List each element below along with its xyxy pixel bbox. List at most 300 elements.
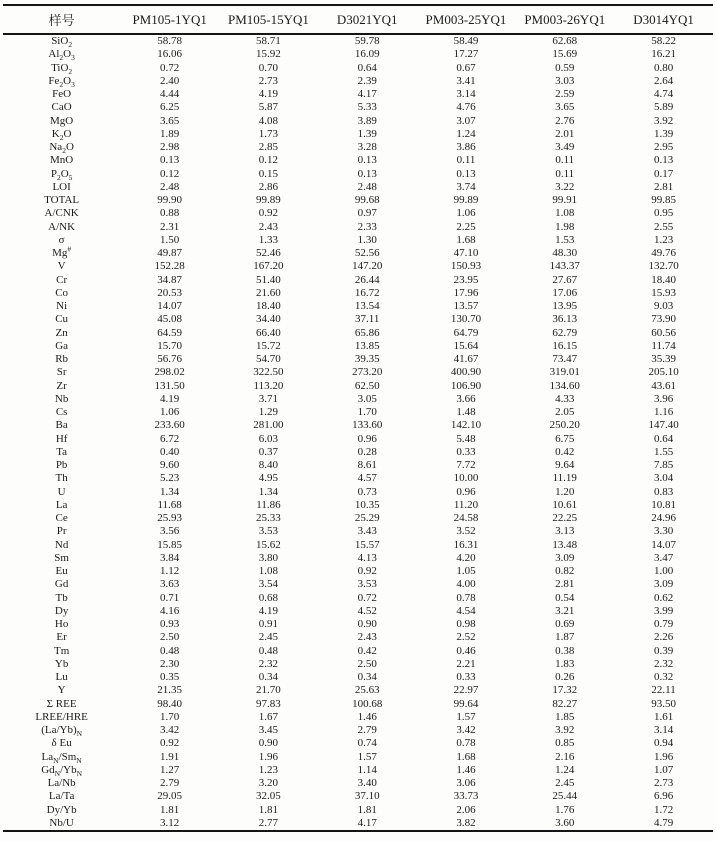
cell-value: 45.08 xyxy=(157,313,183,326)
cell-value: 52.56 xyxy=(354,247,380,259)
cell-value: 82.27 xyxy=(552,697,578,710)
cell-value: 1.98 xyxy=(555,220,575,233)
cell-value: 1.76 xyxy=(555,803,575,816)
cell-value: 73.47 xyxy=(552,353,578,365)
cell-value: 34.40 xyxy=(256,313,281,326)
cell-value: 2.43 xyxy=(258,220,279,233)
cell-value: 29.05 xyxy=(157,790,183,803)
cell-value: 3.47 xyxy=(653,551,674,564)
cell-value: 1.30 xyxy=(357,233,377,246)
cell-value: 25.63 xyxy=(354,684,380,697)
cell-value: 11.74 xyxy=(651,339,676,352)
cell-value: 143.37 xyxy=(549,260,580,273)
cell-value: 131.50 xyxy=(154,379,185,392)
column-header-sample: 样号 xyxy=(3,5,120,34)
cell-value: 1.39 xyxy=(357,127,377,140)
cell-value: 0.96 xyxy=(456,485,476,498)
cell-value: 6.75 xyxy=(555,432,575,445)
cell-value: 0.64 xyxy=(653,432,674,445)
cell-value: 64.59 xyxy=(157,326,183,339)
cell-value: 0.12 xyxy=(160,167,180,180)
cell-value: 2.33 xyxy=(357,220,377,233)
cell-value: 4.13 xyxy=(357,551,377,564)
table-row xyxy=(3,327,713,340)
row-label: Tb xyxy=(55,591,68,604)
cell-value: 99.91 xyxy=(552,194,578,206)
cell-value: 1.14 xyxy=(357,763,377,776)
cell-value: 2.81 xyxy=(653,180,674,193)
cell-value: 0.64 xyxy=(357,61,377,74)
cell-value: 2.52 xyxy=(456,631,476,644)
cell-value: 0.67 xyxy=(456,61,476,74)
table-row xyxy=(3,486,713,499)
cell-value: 1.23 xyxy=(258,763,279,776)
cell-value: 147.20 xyxy=(352,260,383,273)
cell-value: 1.46 xyxy=(456,763,476,776)
cell-value: 132.70 xyxy=(648,260,679,273)
cell-value: 1.72 xyxy=(653,803,674,816)
table-row xyxy=(3,62,713,75)
cell-value: 3.56 xyxy=(160,525,180,538)
table-row xyxy=(3,48,713,61)
table-row xyxy=(3,737,713,750)
cell-value: 4.17 xyxy=(357,88,377,100)
cell-value: 0.80 xyxy=(653,61,674,74)
cell-value: 0.13 xyxy=(357,167,377,180)
row-label: La xyxy=(55,498,68,511)
cell-value: 0.82 xyxy=(555,565,575,577)
cell-value: 3.92 xyxy=(555,724,575,736)
cell-value: 3.54 xyxy=(258,578,279,591)
column-header-3: D3021YQ1 xyxy=(318,5,417,34)
cell-value: 2.45 xyxy=(258,631,279,644)
cell-value: 2.16 xyxy=(555,750,575,763)
cell-value: 10.81 xyxy=(651,498,676,511)
cell-value: 2.81 xyxy=(555,578,575,591)
cell-value: 3.53 xyxy=(357,578,377,591)
row-label: Rb xyxy=(55,353,69,365)
cell-value: 7.72 xyxy=(456,459,476,471)
cell-value: 2.06 xyxy=(456,803,476,816)
cell-value: 147.40 xyxy=(648,419,679,432)
cell-value: 3.63 xyxy=(160,578,180,591)
cell-value: 1.34 xyxy=(258,485,279,498)
cell-value: 2.64 xyxy=(653,74,674,87)
cell-value: 62.79 xyxy=(552,326,578,339)
cell-value: 23.95 xyxy=(453,273,479,286)
cell-value: 1.07 xyxy=(653,763,674,776)
cell-value: 2.55 xyxy=(653,220,674,233)
cell-value: 1.57 xyxy=(357,750,377,763)
cell-value: 2.25 xyxy=(456,220,476,233)
cell-value: 1.81 xyxy=(357,803,377,816)
cell-value: 21.60 xyxy=(256,286,281,299)
cell-value: 33.73 xyxy=(453,790,479,803)
cell-value: 1.53 xyxy=(555,233,575,246)
row-label: $Na_2O$ xyxy=(49,141,74,156)
cell-value: 4.19 xyxy=(160,392,180,405)
cell-value: 0.91 xyxy=(258,618,279,630)
cell-value: 8.61 xyxy=(357,459,377,471)
row-label: Tm xyxy=(53,644,70,657)
cell-value: 9.60 xyxy=(160,459,180,471)
cell-value: 3.74 xyxy=(456,180,476,193)
table-row xyxy=(3,724,713,737)
cell-value: 0.70 xyxy=(258,61,279,74)
cell-value: 3.28 xyxy=(357,141,377,153)
table-row xyxy=(3,472,713,485)
row-label: Gd xyxy=(54,578,69,591)
cell-value: 0.15 xyxy=(258,167,279,180)
cell-value: 1.08 xyxy=(258,565,279,577)
cell-value: 3.89 xyxy=(357,114,377,127)
cell-value: 167.20 xyxy=(253,260,284,273)
cell-value: 205.10 xyxy=(648,366,679,379)
table-row xyxy=(3,645,713,658)
table-row xyxy=(3,433,713,446)
cell-value: 49.87 xyxy=(157,247,183,259)
table-row xyxy=(3,194,713,207)
cell-value: 3.43 xyxy=(357,525,377,538)
cell-value: 2.95 xyxy=(653,141,674,153)
cell-value: 3.30 xyxy=(653,525,674,538)
cell-value: 99.89 xyxy=(453,194,479,206)
table-row xyxy=(3,154,713,167)
row-label: Pr xyxy=(56,525,67,538)
row-label: TiO$_2$ xyxy=(51,61,73,76)
cell-value: 65.86 xyxy=(354,326,380,339)
cell-value: 15.57 xyxy=(354,538,380,551)
row-label: Mg# xyxy=(52,244,72,259)
cell-value: 0.90 xyxy=(258,737,279,750)
cell-value: 15.72 xyxy=(256,339,281,352)
table-row xyxy=(3,605,713,618)
cell-value: 41.67 xyxy=(453,353,479,365)
table-row xyxy=(3,88,713,101)
cell-value: 4.16 xyxy=(160,604,180,617)
cell-value: 1.87 xyxy=(555,631,575,644)
cell-value: 99.64 xyxy=(453,697,479,710)
cell-value: 2.85 xyxy=(258,141,279,153)
cell-value: 2.43 xyxy=(357,631,377,644)
cell-value: 0.11 xyxy=(456,154,476,167)
row-label: Nb/U xyxy=(49,816,74,829)
cell-value: 1.68 xyxy=(456,233,476,246)
cell-value: 5.23 xyxy=(160,472,180,485)
row-label: $K_2O$ xyxy=(51,127,72,142)
cell-value: 2.79 xyxy=(357,724,377,736)
cell-value: 2.32 xyxy=(258,657,279,670)
cell-value: 4.54 xyxy=(456,604,476,617)
cell-value: 27.67 xyxy=(552,273,578,286)
cell-value: 273.20 xyxy=(352,366,383,379)
row-label: Lu xyxy=(55,671,68,683)
cell-value: 233.60 xyxy=(154,419,185,432)
cell-value: 1.91 xyxy=(160,750,180,763)
cell-value: 1.89 xyxy=(160,127,180,140)
cell-value: 62.68 xyxy=(552,35,578,47)
row-label: $(La/Yb)_N$ xyxy=(41,724,83,739)
cell-value: 3.14 xyxy=(456,88,476,100)
row-label: FeO xyxy=(52,88,72,100)
cell-value: 13.85 xyxy=(354,339,380,352)
cell-value: 4.79 xyxy=(653,816,674,829)
cell-value: 3.60 xyxy=(555,816,575,829)
cell-value: 0.48 xyxy=(160,644,180,657)
row-label: $Gd_N/Yb_N$ xyxy=(41,763,83,778)
cell-value: 2.79 xyxy=(160,777,180,789)
cell-value: 1.27 xyxy=(160,763,180,776)
geochem-table xyxy=(3,4,713,832)
row-label: δ Eu xyxy=(51,737,72,750)
cell-value: 1.34 xyxy=(160,485,180,498)
cell-value: 32.05 xyxy=(256,790,281,803)
cell-value: 15.85 xyxy=(157,538,183,551)
cell-value: 22.11 xyxy=(651,684,676,697)
cell-value: 9.03 xyxy=(653,300,674,312)
cell-value: 3.22 xyxy=(555,180,575,193)
cell-value: 3.80 xyxy=(258,551,279,564)
cell-value: 0.33 xyxy=(456,445,476,458)
table-row xyxy=(3,128,713,141)
cell-value: 0.34 xyxy=(357,671,377,683)
cell-value: 0.90 xyxy=(357,618,377,630)
cell-value: 0.33 xyxy=(456,671,476,683)
row-label: Dy/Yb xyxy=(46,803,77,816)
table-row xyxy=(3,287,713,300)
cell-value: 0.34 xyxy=(258,671,279,683)
cell-value: 73.90 xyxy=(651,313,676,326)
cell-value: 6.25 xyxy=(160,101,180,114)
row-label: Zr xyxy=(56,379,67,392)
row-label: U xyxy=(57,485,66,498)
table-row xyxy=(3,446,713,459)
table-row xyxy=(3,274,713,287)
cell-value: 2.45 xyxy=(555,777,575,789)
cell-value: 0.32 xyxy=(653,671,674,683)
table-row xyxy=(3,578,713,591)
cell-value: 14.07 xyxy=(651,538,676,551)
cell-value: 0.97 xyxy=(357,207,377,220)
cell-value: 6.72 xyxy=(160,432,180,445)
row-label: Nd xyxy=(54,538,69,551)
cell-value: 1.57 xyxy=(456,710,476,723)
cell-value: 0.72 xyxy=(357,591,377,604)
cell-value: 0.13 xyxy=(160,154,180,167)
cell-value: 4.19 xyxy=(258,88,279,100)
cell-value: 52.46 xyxy=(256,247,281,259)
cell-value: 0.98 xyxy=(456,618,476,630)
cell-value: 3.14 xyxy=(653,724,674,736)
cell-value: 298.02 xyxy=(154,366,185,379)
cell-value: 322.50 xyxy=(253,366,284,379)
cell-value: 4.74 xyxy=(653,88,674,100)
row-label: La/Ta xyxy=(48,790,75,803)
cell-value: 0.79 xyxy=(653,618,674,630)
cell-value: 4.08 xyxy=(258,114,279,127)
table-row xyxy=(3,141,713,154)
row-label: Yb xyxy=(54,657,69,670)
row-label: Ta xyxy=(56,445,68,458)
cell-value: 1.67 xyxy=(258,710,279,723)
cell-value: 113.20 xyxy=(253,379,284,392)
cell-value: 64.79 xyxy=(453,326,479,339)
table-row xyxy=(3,817,713,831)
cell-value: 1.55 xyxy=(653,445,674,458)
cell-value: 49.76 xyxy=(651,247,676,259)
row-label: Ga xyxy=(55,339,69,352)
table-row xyxy=(3,393,713,406)
cell-value: 1.16 xyxy=(653,406,674,418)
cell-value: 0.11 xyxy=(555,167,575,180)
column-header-4: PM003-25YQ1 xyxy=(417,5,516,34)
table-row xyxy=(3,247,713,260)
cell-value: 3.05 xyxy=(357,392,377,405)
cell-value: 3.52 xyxy=(456,525,476,538)
row-label: Σ REE xyxy=(46,697,77,710)
row-label: TOTAL xyxy=(44,194,80,206)
row-label: Th xyxy=(55,472,68,485)
cell-value: 319.01 xyxy=(549,366,580,379)
row-label: LOI xyxy=(52,180,71,193)
cell-value: 4.17 xyxy=(357,816,377,829)
cell-value: 3.45 xyxy=(258,724,279,736)
cell-value: 0.69 xyxy=(555,618,575,630)
row-label: Zn xyxy=(55,326,68,339)
cell-value: 18.40 xyxy=(651,273,676,286)
cell-value: 56.76 xyxy=(157,353,183,365)
cell-value: 2.30 xyxy=(160,657,180,670)
cell-value: 5.33 xyxy=(357,101,377,114)
table-row xyxy=(3,525,713,538)
cell-value: 66.40 xyxy=(256,326,281,339)
cell-value: 1.96 xyxy=(653,750,674,763)
cell-value: 0.54 xyxy=(555,591,575,604)
cell-value: 0.92 xyxy=(357,565,377,577)
cell-value: 4.52 xyxy=(357,604,377,617)
cell-value: 2.48 xyxy=(357,180,377,193)
cell-value: 0.74 xyxy=(357,737,377,750)
cell-value: 0.37 xyxy=(258,445,279,458)
cell-value: 99.68 xyxy=(354,194,380,206)
row-label: Dy xyxy=(54,604,69,617)
table-row xyxy=(3,512,713,525)
table-row xyxy=(3,340,713,353)
cell-value: 18.40 xyxy=(256,300,281,312)
row-label: A/NK xyxy=(48,220,76,233)
cell-value: 0.93 xyxy=(160,618,180,630)
table-row xyxy=(3,804,713,817)
cell-value: 99.90 xyxy=(157,194,183,206)
row-label: Hf xyxy=(55,432,68,445)
cell-value: 4.44 xyxy=(160,88,180,100)
cell-value: 14.07 xyxy=(157,300,183,312)
row-label: Cs xyxy=(55,406,68,418)
cell-value: 16.09 xyxy=(354,48,380,61)
cell-value: 0.83 xyxy=(653,485,674,498)
table-row xyxy=(3,790,713,803)
cell-value: 0.88 xyxy=(160,207,180,220)
table-row xyxy=(3,207,713,220)
cell-value: 39.35 xyxy=(354,353,380,365)
cell-value: 25.29 xyxy=(354,512,380,524)
row-label: A/CNK xyxy=(44,207,79,220)
cell-value: 1.81 xyxy=(160,803,180,816)
cell-value: 0.62 xyxy=(653,591,674,604)
cell-value: 15.93 xyxy=(651,286,676,299)
cell-value: 2.76 xyxy=(555,114,575,127)
cell-value: 0.13 xyxy=(357,154,377,167)
cell-value: 58.22 xyxy=(651,35,676,47)
row-label: Ni xyxy=(56,300,68,312)
cell-value: 13.95 xyxy=(552,300,578,312)
column-header-6: D3014YQ1 xyxy=(614,5,713,34)
cell-value: 0.92 xyxy=(160,737,180,750)
cell-value: 2.73 xyxy=(258,74,279,87)
cell-value: 0.85 xyxy=(555,737,575,750)
table-row xyxy=(3,234,713,247)
cell-value: 1.08 xyxy=(555,207,575,220)
cell-value: 0.38 xyxy=(555,644,575,657)
cell-value: 3.86 xyxy=(456,141,476,153)
cell-value: 0.68 xyxy=(258,591,279,604)
cell-value: 15.92 xyxy=(256,48,281,61)
cell-value: 10.35 xyxy=(354,498,380,511)
cell-value: 281.00 xyxy=(253,419,284,432)
cell-value: 0.26 xyxy=(555,671,575,683)
cell-value: 2.31 xyxy=(160,220,180,233)
cell-value: 3.53 xyxy=(258,525,279,538)
cell-value: 3.99 xyxy=(653,604,674,617)
cell-value: 0.11 xyxy=(555,154,575,167)
cell-value: 20.53 xyxy=(157,286,183,299)
cell-value: 54.70 xyxy=(256,353,281,365)
cell-value: 11.86 xyxy=(256,498,281,511)
cell-value: 3.96 xyxy=(653,392,674,405)
table-row xyxy=(3,751,713,764)
cell-value: 0.40 xyxy=(160,445,180,458)
cell-value: 16.06 xyxy=(157,48,183,61)
cell-value: 1.33 xyxy=(258,233,279,246)
cell-value: 4.76 xyxy=(456,101,476,114)
table-row xyxy=(3,631,713,644)
row-label: MnO xyxy=(50,154,74,167)
cell-value: 2.32 xyxy=(653,657,674,670)
cell-value: 58.78 xyxy=(157,35,183,47)
cell-value: 4.57 xyxy=(357,472,377,485)
table-row xyxy=(3,592,713,605)
cell-value: 4.20 xyxy=(456,551,476,564)
table-row xyxy=(3,380,713,393)
cell-value: 2.73 xyxy=(653,777,674,789)
cell-value: 152.28 xyxy=(154,260,185,273)
cell-value: 1.24 xyxy=(456,127,476,140)
cell-value: 1.39 xyxy=(653,127,674,140)
cell-value: 3.03 xyxy=(555,74,575,87)
cell-value: 48.30 xyxy=(552,247,578,259)
cell-value: 99.89 xyxy=(256,194,281,206)
row-label: Pb xyxy=(55,459,68,471)
table-row xyxy=(3,618,713,631)
cell-value: 3.09 xyxy=(653,578,674,591)
cell-value: 3.65 xyxy=(160,114,180,127)
row-label: $Fe_2O_3$ xyxy=(48,74,75,89)
column-header-1: PM105-1YQ1 xyxy=(120,5,219,34)
cell-value: 37.10 xyxy=(354,790,380,803)
table-row xyxy=(3,698,713,711)
cell-value: 13.54 xyxy=(354,300,380,312)
cell-value: 1.83 xyxy=(555,657,575,670)
